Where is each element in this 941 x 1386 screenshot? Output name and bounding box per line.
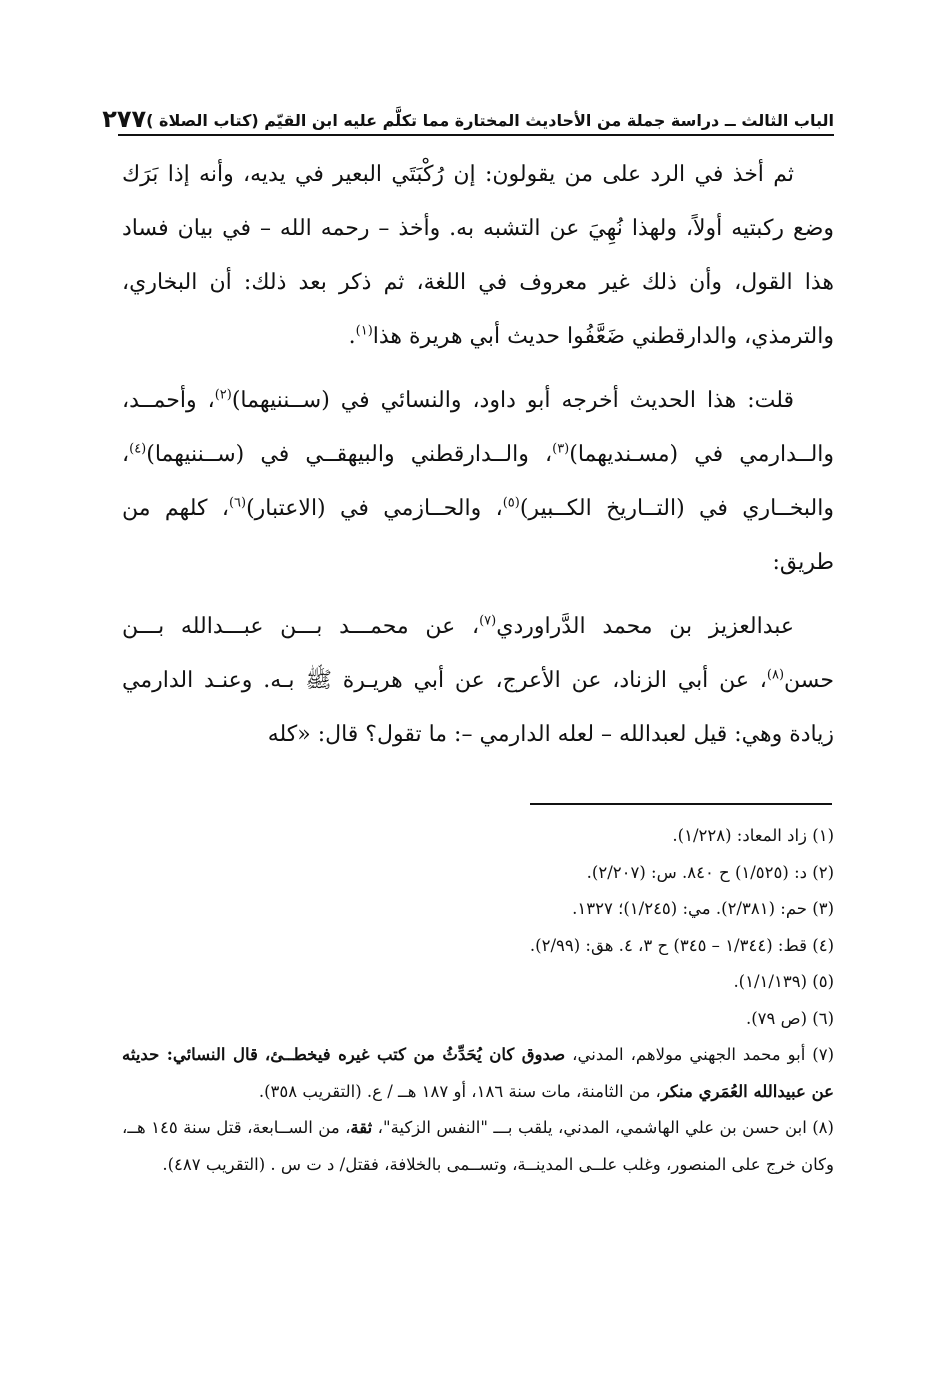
footnote-ref-6[interactable]: (٦) [228, 495, 247, 511]
footnote-7-part-e: ، من الثامنة، مات سنة ١٨٦، أو ١٨٧ هــ / ع. (التقريب ٣٥٨). [258, 1081, 661, 1101]
footnote-ref-3[interactable]: (٣) [552, 441, 570, 457]
paragraph-1-end: . [348, 324, 356, 349]
footnote-7-part-a: (٧) أبو محمد الجهني مولاهم، المدني، [565, 1045, 835, 1064]
footnote-ref-2[interactable]: (٢) [214, 387, 232, 403]
footnote-4: (٤) قط: (١/٣٤٤ – ٣٤٥) ح ٣، ٤. هق: (٢/٩٩). [529, 935, 834, 955]
footnote-separator [530, 803, 832, 805]
paragraph-3-text-c: ، عن أبي الزناد، عن الأعرج، عن أبي هريـرة ﷺ بـه. وعنـد الدارمي زيادة وهي: قيل لعبدالله – لعله الدارمي –: ما تقول؟ قال: «كله [122, 668, 834, 747]
page-number: ٢٧٧ [102, 105, 147, 133]
running-header-title: الباب الثالث ــ دراسة جملة من الأحاديث المختارة مما تكلَّم عليه ابن القيّم (كتاب الصلاة ) [146, 111, 834, 130]
paragraph-3 [122, 600, 834, 762]
paragraph-3-text-b: ، عن محمـــد بـــن عبـــدالله بـــن حسن [122, 614, 834, 693]
main-text [122, 148, 834, 762]
paragraph-2-text-e: ، والحــازمي في (الاعتبار) [246, 496, 503, 521]
footnote-6: (٦) (ص ٧٩). [745, 1008, 834, 1028]
footnote-ref-4[interactable]: (٤) [129, 441, 147, 457]
footnote-ref-7[interactable]: (٧) [479, 613, 497, 629]
paragraph-2-text-a: قلت: هذا الحديث أخرجه أبو داود، والنسائي في (ســننيهما) [231, 388, 795, 413]
footnote-5: (٥) (١/١/١٣٩). [733, 972, 834, 991]
paragraph-2 [122, 374, 834, 590]
running-header [102, 100, 834, 136]
footnote-ref-1[interactable]: (١) [355, 323, 373, 339]
footnote-ref-8[interactable]: (٨) [766, 667, 785, 683]
paragraph-1-text: ثم أخذ في الرد على من يقولون: إن رُكْبَتَي البعير في يديه، وأنه إذا بَرَك وضع ركبتيه أولاً، ولهذا نُهِيَ عن التشبه به. وأخذ – رحمه الله – في بيان فساد هذا القول، وأن ذلك غير معروف في اللغة، ثم ذكر بعد ذلك: أن البخاري، والترمذي، والدارقطني ضَعَّفُوا حديث أبي هريرة هذا [122, 162, 834, 349]
footnote-7-part-d: قال النسائي: حديثه عن عبيدالله العُمَري منكر [122, 1045, 834, 1101]
footnote-7-part-c [258, 1045, 265, 1064]
paragraph-2-text-b: ، وأحمــد، والــدارمي في (مسـنديهما) [122, 388, 835, 467]
footnote-8 [122, 1110, 834, 1183]
footnotes [122, 818, 834, 1183]
footnote-ref-5[interactable]: (٥) [502, 495, 520, 511]
footnote-8-part-b: ثقة [350, 1118, 373, 1137]
footnote-7 [122, 1037, 834, 1110]
footnote-8-part-a: (٨) ابن حسن بن علي الهاشمي، المدني، يلقب بـــ "النفس الزكية"، [372, 1118, 834, 1137]
paragraph-2-text-c: ، والــدارقطني والبيهقــي في (ســننيهما) [146, 442, 553, 467]
footnote-7-part-b: صدوق كان يُحَدِّثُ من كتب غيره فيخطــئ، [264, 1045, 566, 1064]
paragraph-1 [122, 148, 834, 364]
footnote-1: (١) زاد المعاد: (١/٢٢٨). [672, 826, 834, 845]
footnote-3: (٣) حم: (٢/٣٨١). مي: (١/٢٤٥)؛ ١٣٢٧. [572, 899, 834, 918]
paragraph-2-text-f: ، كلهم من طريق: [122, 496, 834, 575]
paragraph-3-text-a: عبدالعزيز بن محمد الدَّراوردي [496, 614, 795, 639]
footnote-2: (٢) د: (١/٥٢٥) ح ٨٤٠. س: (٢/٢٠٧). [586, 862, 834, 882]
paragraph-2-text-d: ، والبخــاري في (التــاريخ الكــبير) [122, 442, 834, 521]
footnote-8-part-c: ، من الســابعة، قتل سنة ١٤٥ هــ، وكان خرج على المنصور، وغلب علــى المدينــة، وتســمى بالخلافة، فقتل/ د ت س . (التقريب ٤٨٧). [122, 1118, 834, 1174]
